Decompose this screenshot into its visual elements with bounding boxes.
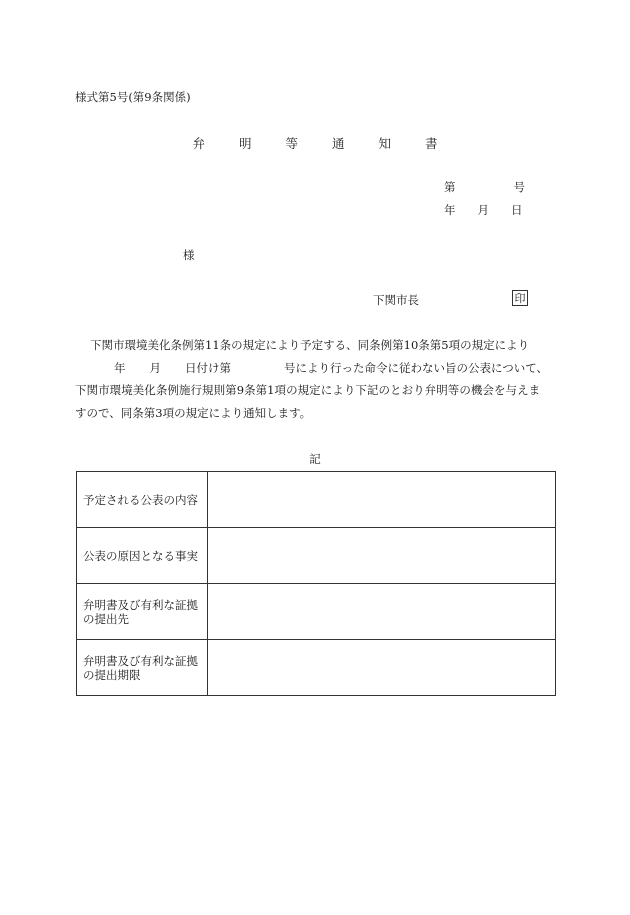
number-suffix: 号 — [513, 180, 525, 194]
row-label: 弁明書及び有利な証拠の提出期限 — [77, 640, 208, 696]
document-date-line — [444, 202, 523, 218]
table-row — [77, 472, 556, 528]
date-month: 月 — [477, 203, 489, 217]
body-line-3: 下関市環境美化条例施行規則第9条第1項の規定により下記のとおり弁明等の機会を与えま — [75, 383, 541, 397]
table-row — [77, 528, 556, 584]
body-line-4: すので、同条第3項の規定により通知します。 — [75, 406, 312, 420]
number-prefix: 第 — [444, 180, 456, 194]
issuer-name: 下関市長 — [373, 293, 419, 307]
title-char: 等 — [285, 136, 298, 151]
row-value — [208, 528, 556, 584]
row-value — [208, 640, 556, 696]
body-year: 年 — [114, 361, 126, 375]
title-char: 知 — [378, 136, 392, 151]
seal-mark: 印 — [512, 290, 528, 306]
row-value — [208, 584, 556, 640]
body-line-1: 下関市環境美化条例第11条の規定により予定する、同条例第10条第5項の規定により — [90, 338, 530, 352]
record-table — [76, 471, 556, 696]
title-char: 弁 — [192, 136, 205, 151]
form-number: 様式第5号(第9条関係) — [75, 90, 191, 104]
date-day: 日 — [511, 203, 523, 217]
addressee-suffix: 様 — [183, 248, 195, 262]
body-month: 月 — [149, 361, 161, 375]
row-label: 公表の原因となる事実 — [77, 528, 208, 584]
body-line-2 — [114, 360, 548, 376]
title-char: 通 — [332, 136, 345, 151]
body-dated: 日付け第 — [185, 361, 231, 375]
document-title — [0, 134, 630, 152]
table-row — [77, 584, 556, 640]
table-row — [77, 640, 556, 696]
title-char: 書 — [425, 136, 438, 151]
date-year: 年 — [444, 203, 456, 217]
row-label: 弁明書及び有利な証拠の提出先 — [77, 584, 208, 640]
body-rest: 号により行った命令に従わない旨の公表について、 — [284, 361, 549, 375]
title-char: 明 — [238, 136, 252, 151]
row-value — [208, 472, 556, 528]
row-label: 予定される公表の内容 — [77, 472, 208, 528]
document-number-line — [444, 179, 525, 195]
ki-heading: 記 — [309, 452, 321, 466]
